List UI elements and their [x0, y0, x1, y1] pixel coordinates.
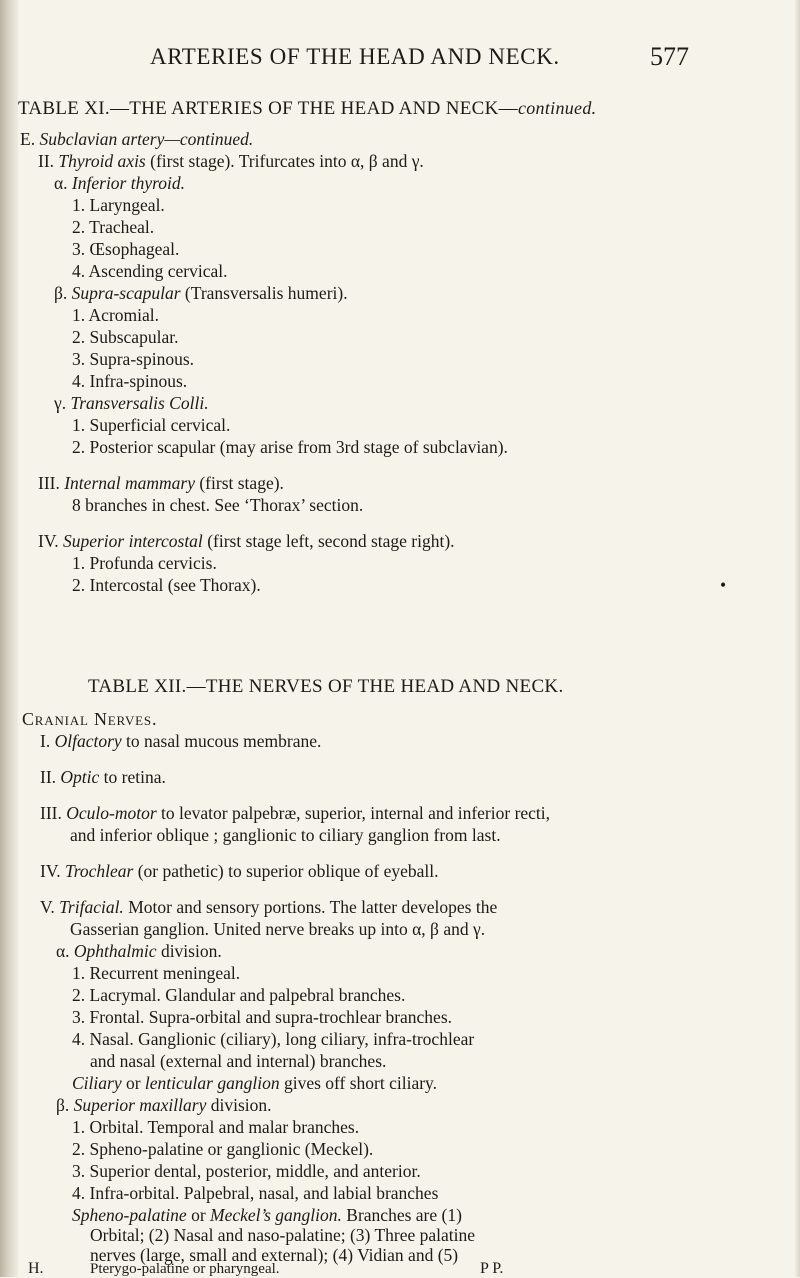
optic-nerve: II. Optic to retina. — [40, 767, 166, 787]
superior-intercostal: IV. Superior intercostal (first stage left, second stage right). — [38, 531, 455, 551]
ciliary-ganglion: Ciliary or lenticular ganglion gives off short ciliary. — [72, 1073, 438, 1093]
page-binding-shadow — [0, 0, 18, 1277]
running-header — [0, 44, 800, 76]
list-item: 1. Superficial cervical. — [72, 415, 231, 435]
page-edge — [794, 0, 800, 1277]
list-item: 2. Posterior scapular (may arise from 3rd stage of subclavian). — [72, 437, 508, 457]
list-item: 3. Frontal. Supra-orbital and supra-trochlear branches. — [72, 1007, 453, 1027]
page-number: 577 — [650, 42, 689, 71]
footer-signature-right: P P. — [480, 1260, 504, 1277]
list-item: 2. Spheno-palatine or ganglionic (Meckel). — [72, 1139, 374, 1159]
list-item: 1. Acromial. — [72, 305, 159, 325]
olfactory-nerve: I. Olfactory to nasal mucous membrane. — [40, 731, 322, 751]
list-item: 2. Subscapular. — [72, 327, 179, 347]
list-item: 2. Intercostal (see Thorax). — [72, 575, 261, 595]
oculo-motor-continued: and inferior oblique ; ganglionic to ciliary ganglion from last. — [70, 825, 501, 845]
list-item: 2. Tracheal. — [72, 217, 155, 237]
footer-signature-left: H. — [28, 1260, 44, 1277]
transversalis-colli: γ. Transversalis Colli. — [54, 393, 209, 413]
table-11-title: TABLE XI.—THE ARTERIES OF THE HEAD AND NECK—continued. — [18, 98, 597, 119]
internal-mammary: III. Internal mammary (first stage). — [38, 473, 284, 493]
ink-dot: • — [720, 575, 727, 595]
continued-label: continued. — [517, 98, 597, 118]
ophthalmic-division: α. Ophthalmic division. — [56, 941, 222, 961]
supra-scapular: β. Supra-scapular (Transversalis humeri). — [54, 283, 348, 303]
list-item: 1. Profunda cervicis. — [72, 553, 217, 573]
trifacial-continued: Gasserian ganglion. United nerve breaks up into α, β and γ. — [70, 919, 486, 939]
list-item: 2. Lacrymal. Glandular and palpebral branches. — [72, 985, 406, 1005]
list-item: 4. Ascending cervical. — [72, 261, 228, 281]
trochlear-nerve: IV. Trochlear (or pathetic) to superior oblique of eyeball. — [40, 861, 439, 881]
list-item: 4. Nasal. Ganglionic (ciliary), long ciliary, infra-trochlear — [72, 1029, 475, 1049]
spheno-palatine-ganglion: Spheno-palatine or Meckel’s ganglion. Branches are (1) — [72, 1205, 462, 1225]
list-item: 1. Laryngeal. — [72, 195, 165, 215]
section-e: E. Subclavian artery—continued. — [20, 129, 254, 149]
list-item: 3. Supra-spinous. — [72, 349, 195, 369]
list-item: 1. Orbital. Temporal and malar branches. — [72, 1117, 360, 1137]
table-12-title: TABLE XII.—THE NERVES OF THE HEAD AND NECK. — [88, 676, 564, 697]
list-item: Orbital; (2) Nasal and naso-palatine; (3) Three palatine — [90, 1225, 476, 1245]
inferior-thyroid: α. Inferior thyroid. — [54, 173, 186, 193]
oculo-motor-nerve: III. Oculo-motor to levator palpebræ, superior, internal and inferior recti, — [40, 803, 551, 823]
thyroid-axis-line: II. Thyroid axis (first stage). Trifurcates into α, β and γ. — [38, 151, 424, 171]
list-item: 4. Infra-spinous. — [72, 371, 188, 391]
trifacial-nerve: V. Trifacial. Motor and sensory portions. The latter developes the — [40, 897, 498, 917]
list-item: 4. Infra-orbital. Palpebral, nasal, and labial branches — [72, 1183, 439, 1203]
list-item: 1. Recurrent meningeal. — [72, 963, 241, 983]
superior-maxillary-division: β. Superior maxillary division. — [56, 1095, 272, 1115]
list-item: 3. Œsophageal. — [72, 239, 180, 259]
cranial-nerves-heading: Cranial Nerves. — [22, 709, 158, 729]
list-item: Pterygo-palatine or pharyngeal. — [90, 1261, 280, 1277]
header-title: ARTERIES OF THE HEAD AND NECK. — [150, 44, 560, 69]
list-item: 3. Superior dental, posterior, middle, and anterior. — [72, 1161, 421, 1181]
mammary-branches: 8 branches in chest. See ‘Thorax’ section. — [72, 495, 364, 515]
list-item: and nasal (external and internal) branches. — [90, 1051, 387, 1071]
list-item: nerves (large, small and external); (4) Vidian and (5) — [90, 1245, 459, 1265]
